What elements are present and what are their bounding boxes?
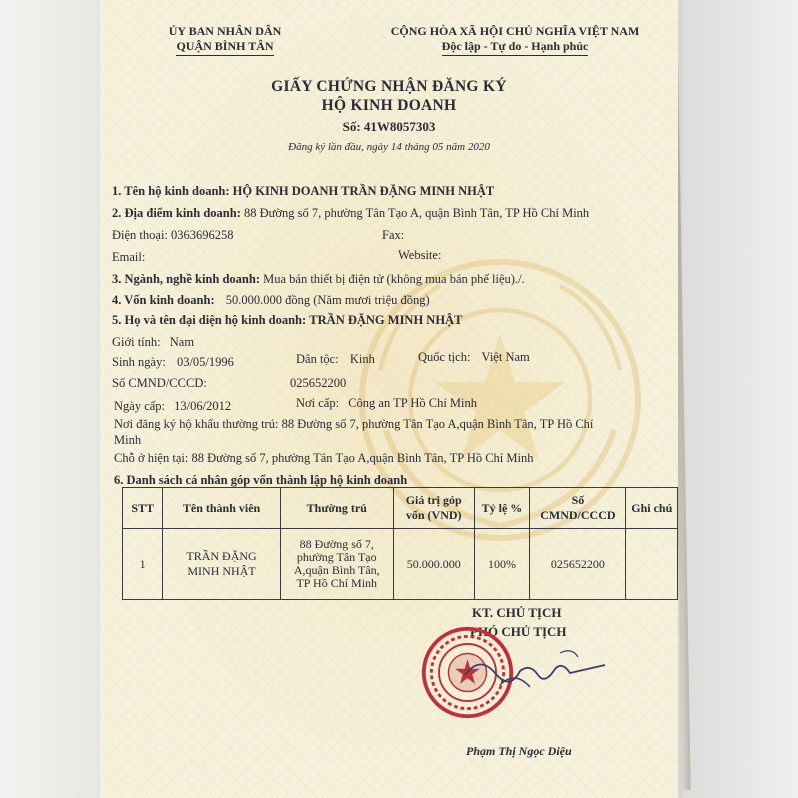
id-number-label: Số CMND/CCCD: <box>112 376 207 390</box>
business-name-value: HỘ KINH DOANH TRẦN ĐẶNG MINH NHẬT <box>232 184 495 198</box>
row-res-l4: TP Hồ Chí Minh <box>296 576 378 590</box>
business-name-row <box>112 184 494 199</box>
row-ratio: 100% <box>474 529 530 600</box>
id-number-value: 025652200 <box>289 376 347 390</box>
row-name-l2: MINH NHẬT <box>187 564 256 578</box>
row-res-l2: phường Tân Tạo <box>296 550 377 564</box>
dob-row <box>112 355 234 370</box>
registration-date: Đăng ký lần đầu, ngày 14 tháng 05 năm 2020 <box>288 141 490 153</box>
dob-value: 03/05/1996 <box>176 355 234 369</box>
row-name <box>163 529 280 600</box>
permanent-address-row <box>114 417 593 432</box>
fax-label: Fax: <box>382 228 405 242</box>
issue-date-label: Ngày cấp: <box>114 399 166 413</box>
signature-icon <box>460 645 610 705</box>
background-left <box>0 0 100 798</box>
issue-place-label: Nơi cấp: <box>296 396 340 410</box>
business-line-label: 3. Ngành, nghề kinh doanh: <box>112 272 260 286</box>
ethnicity-value: Kinh <box>349 352 375 366</box>
phone-row <box>112 228 234 243</box>
row-res-l1: 88 Đường số 7, <box>299 537 374 551</box>
col-capital-l1: Giá trị góp <box>405 493 462 507</box>
nationality-label: Quốc tịch: <box>418 350 471 364</box>
capital-value: 50.000.000 đồng (Năm mươi triệu đồng) <box>225 293 430 307</box>
col-id-l1: Số <box>571 493 585 507</box>
row-id: 025652200 <box>530 529 626 600</box>
row-capital: 50.000.000 <box>393 529 474 600</box>
national-title: CỘNG HÒA XÃ HỘI CHỦ NGHĨA VIỆT NAM <box>390 24 640 38</box>
gender-row <box>112 335 194 350</box>
permanent-address-cont: Minh <box>114 433 142 447</box>
ethnicity-row <box>296 352 375 367</box>
current-address-row <box>114 451 534 466</box>
signer-name: Phạm Thị Ngọc Diệu <box>466 744 572 758</box>
ethnicity-label: Dân tộc: <box>296 352 339 366</box>
capital-row <box>112 293 430 308</box>
capital-label: 4. Vốn kinh doanh: <box>112 293 215 307</box>
doc-title-line2: HỘ KINH DOANH <box>321 97 457 114</box>
representative-value: TRẦN ĐẶNG MINH NHẬT <box>309 313 463 327</box>
current-address-label: Chỗ ở hiện tại: <box>114 451 189 465</box>
business-name-label: 1. Tên hộ kinh doanh: <box>112 184 230 198</box>
issuer-line1: ỦY BAN NHÂN DÂN <box>168 24 282 38</box>
dob-label: Sinh ngày: <box>112 355 166 369</box>
issuer-header <box>140 24 310 56</box>
col-stt: STT <box>123 488 163 529</box>
representative-row <box>112 313 462 328</box>
email-label: Email: <box>112 250 146 264</box>
registration-number: Số: 41W8057303 <box>342 119 436 134</box>
business-line-value: Mua bán thiết bị điện tử (không mua bán phế liệu)./. <box>263 272 525 286</box>
business-address-row <box>112 206 589 221</box>
nationality-row <box>418 350 530 365</box>
gender-label: Giới tính: <box>112 335 161 349</box>
col-name: Tên thành viên <box>163 488 280 529</box>
business-address-value: 88 Đường số 7, phường Tân Tạo A, quận Bình Tân, TP Hồ Chí Minh <box>243 206 590 220</box>
phone-label: Điện thoại: <box>112 228 168 242</box>
id-number-row <box>112 376 346 391</box>
col-id <box>530 488 626 529</box>
current-address-value: 88 Đường số 7, phường Tân Tạo A,quận Bình Tân, TP Hồ Chí Minh <box>191 451 534 465</box>
col-capital <box>393 488 474 529</box>
website-label: Website: <box>398 248 442 262</box>
col-residence: Thường trú <box>280 488 393 529</box>
col-note: Ghi chú <box>626 488 678 529</box>
issue-place-value: Công an TP Hồ Chí Minh <box>348 396 478 410</box>
nationality-value: Việt Nam <box>481 350 530 364</box>
certificate-paper <box>100 0 678 798</box>
gender-value: Nam <box>169 335 195 349</box>
row-residence <box>280 529 393 600</box>
issuer-line2: QUẬN BÌNH TÂN <box>176 39 273 56</box>
background-right <box>680 0 798 798</box>
business-address-label: 2. Địa điểm kinh doanh: <box>112 206 241 220</box>
permanent-address-value: 88 Đường số 7, phường Tân Tạo A,quận Bình Tân, TP Hồ Chí <box>281 417 594 431</box>
national-motto: Độc lập - Tự do - Hạnh phúc <box>442 39 589 56</box>
issue-date-value: 13/06/2012 <box>174 399 232 413</box>
row-name-l1: TRẦN ĐẶNG <box>186 549 257 563</box>
contributors-table <box>122 487 678 600</box>
col-ratio: Tỷ lệ % <box>474 488 530 529</box>
row-note <box>626 529 678 600</box>
phone-value: 0363696258 <box>171 228 234 242</box>
representative-label: 5. Họ và tên đại diện hộ kinh doanh: <box>112 313 307 327</box>
table-header-row <box>123 488 678 529</box>
sign-title-line1: KT. CHỦ TỊCH <box>472 605 562 620</box>
issue-date-row <box>114 399 231 414</box>
permanent-address-label: Nơi đăng ký hộ khẩu thường trú: <box>114 417 279 431</box>
issue-place-row <box>296 396 477 411</box>
sign-title-line2: PHÓ CHỦ TỊCH <box>470 624 567 639</box>
national-header <box>360 24 670 56</box>
col-capital-l2: vốn (VND) <box>405 508 462 522</box>
contributors-heading: 6. Danh sách cá nhân góp vốn thành lập hộ kinh doanh <box>114 473 408 487</box>
col-id-l2: CMND/CCCD <box>540 508 616 522</box>
table-row <box>123 529 678 600</box>
business-line-row <box>112 272 525 287</box>
doc-title-line1: GIẤY CHỨNG NHẬN ĐĂNG KÝ <box>271 78 507 95</box>
row-res-l3: A,quận Bình Tân, <box>293 563 380 577</box>
row-stt: 1 <box>123 529 163 600</box>
